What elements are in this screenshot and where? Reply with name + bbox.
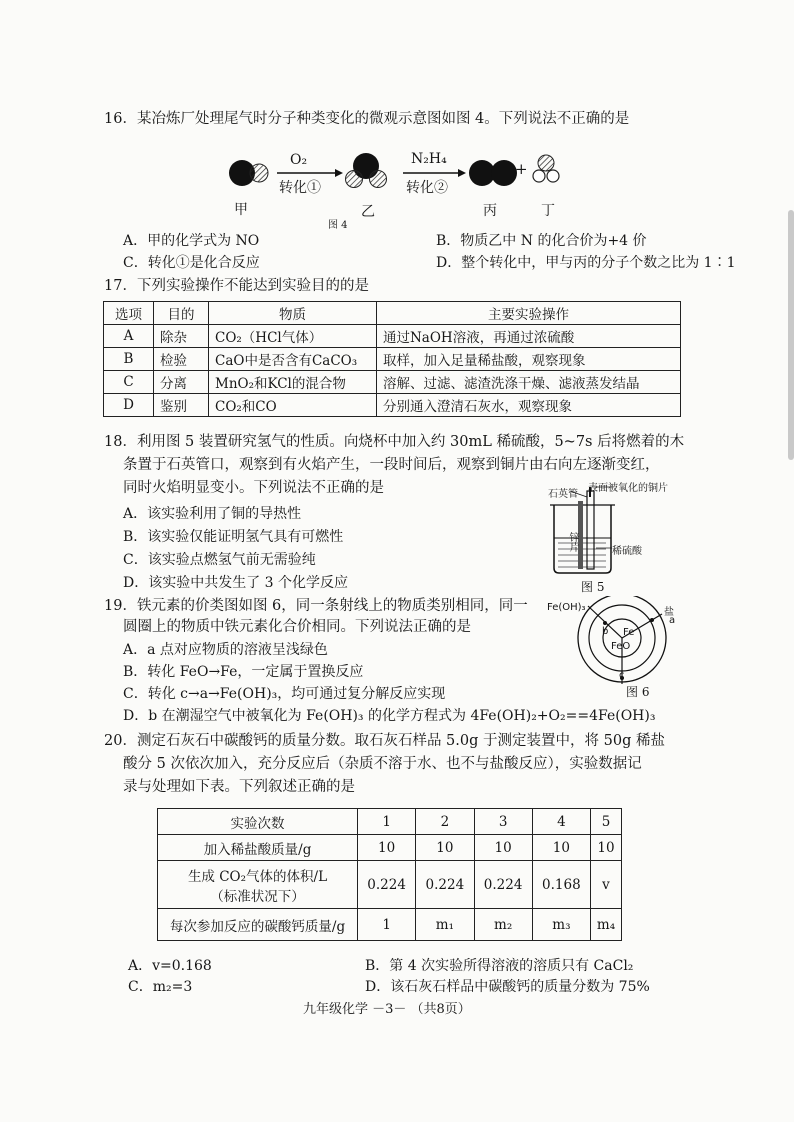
q20-cell: 0.224	[358, 861, 416, 909]
q17-cell: A	[104, 325, 154, 348]
q17-header-cell: 选项	[104, 302, 154, 325]
molecule-ding-icon	[533, 155, 559, 182]
table-row	[104, 348, 681, 371]
q20-cell-volume-header	[158, 861, 358, 909]
q20-cell: 加入稀盐酸质量/g	[158, 835, 358, 861]
fig6-label-feo: FeO	[611, 641, 631, 652]
q17-header-cell: 主要实验操作	[377, 302, 681, 325]
volume-header-line2: （标准状况下）	[210, 888, 305, 905]
q19-stem-line1: 19．铁元素的价类图如图 6，同一条射线上的物质类别相同，同一	[104, 598, 528, 614]
q20-option-d: D．该石灰石样品中碳酸钙的质量分数为 75%	[365, 979, 650, 995]
q20-cell: m₃	[532, 909, 590, 941]
q17-cell: CO₂（HCl气体）	[209, 325, 377, 348]
fig5-label-copper: 表面被氧化的铜片	[588, 483, 668, 494]
q17-cell: 检验	[154, 348, 209, 371]
fig6-label-c: c	[619, 670, 625, 681]
q17-cell: B	[104, 348, 154, 371]
scrollbar[interactable]	[788, 210, 794, 460]
q16-option-b: B．物质乙中 N 的化合价为+4 价	[436, 233, 647, 249]
q20-cell: 2	[416, 809, 474, 835]
q20-cell: 10	[416, 835, 474, 861]
q20-cell: 1	[358, 809, 416, 835]
molecule-yi-icon	[346, 153, 387, 188]
q20-cell: 3	[474, 809, 532, 835]
q17-cell: 溶解、过滤、滤渣洗涤干燥、滤液蒸发结晶	[377, 371, 681, 394]
table-row	[158, 909, 622, 941]
fig4-caption: 图 4	[328, 220, 348, 231]
q20-stem-line3: 录与处理如下表。下列叙述正确的是	[123, 779, 355, 795]
volume-header-line1: 生成 CO₂气体的体积/L	[187, 868, 328, 885]
page-footer: 九年级化学 －3－ （共8页）	[303, 1002, 471, 1017]
q17-header-cell: 物质	[209, 302, 377, 325]
q17-cell: CO₂和CO	[209, 394, 377, 417]
q18-option-d: D．该实验中共发生了 3 个化学反应	[123, 575, 349, 591]
plus-sign: +	[515, 160, 528, 178]
table-row	[158, 861, 622, 909]
fig6-label-a: a	[669, 615, 676, 626]
fig5-label-tube: 石英管	[548, 489, 578, 500]
q20-cell: 10	[532, 835, 590, 861]
fig5-label-zinc: 锌片	[567, 532, 578, 552]
q20-cell: m₁	[416, 909, 474, 941]
molecule-jia-icon	[229, 160, 268, 186]
q20-option-c: C．m₂=3	[128, 979, 193, 995]
table-row	[104, 371, 681, 394]
q17-cell: 取样，加入足量稀盐酸，观察现象	[377, 348, 681, 371]
q17-cell: D	[104, 394, 154, 417]
q20-cell: m₂	[474, 909, 532, 941]
q20-cell: 0.224	[474, 861, 532, 909]
q17-cell: 分离	[154, 371, 209, 394]
fig5-label-acid: 稀硫酸	[612, 546, 642, 557]
q20-cell: 每次参加反应的碳酸钙质量/g	[158, 909, 358, 941]
q20-cell: 5	[591, 809, 622, 835]
fig6-caption: 图 6	[626, 685, 650, 699]
fig6-label-fe: Fe	[623, 627, 635, 638]
q16-molecule-diagram	[215, 145, 575, 220]
q20-cell: 0.224	[416, 861, 474, 909]
q17-stem: 17．下列实验操作不能达到实验目的的是	[104, 278, 369, 294]
q20-cell: 10	[591, 835, 622, 861]
fig6-label-feoh3: Fe(OH)₃	[547, 602, 586, 613]
q17-cell: 分别通入澄清石灰水，观察现象	[377, 394, 681, 417]
q20-cell: 10	[358, 835, 416, 861]
q17-cell: MnO₂和KCl的混合物	[209, 371, 377, 394]
arrow1-reagent: O₂	[290, 152, 308, 168]
label-yi: 乙	[361, 204, 375, 220]
q18-stem-line3: 同时火焰明显变小。下列说法不正确的是	[123, 480, 384, 496]
q20-cell: v	[591, 861, 622, 909]
q16-option-d: D．整个转化中，甲与丙的分子个数之比为 1∶1	[436, 255, 736, 271]
q19-option-c: C．转化 c→a→Fe(OH)₃，均可通过复分解反应实现	[123, 686, 446, 702]
table-row	[158, 835, 622, 861]
q19-stem-line2: 圆圈上的物质中铁元素化合价相同。下列说法正确的是	[123, 619, 471, 635]
table-row	[104, 394, 681, 417]
q19-option-b: B．转化 FeO→Fe，一定属于置换反应	[123, 664, 364, 680]
molecule-bing-icon	[469, 160, 517, 186]
q17-cell: 通过NaOH溶液，再通过浓硫酸	[377, 325, 681, 348]
q20-cell: 实验次数	[158, 809, 358, 835]
q17-table	[103, 301, 681, 417]
q20-stem-line2: 酸分 5 次依次加入，充分反应后（杂质不溶于水、也不与盐酸反应），实验数据记	[123, 756, 642, 772]
q17-cell: C	[104, 371, 154, 394]
q20-cell: 10	[474, 835, 532, 861]
label-ding: 丁	[541, 203, 555, 219]
q16-option-a: A．甲的化学式为 NO	[123, 233, 260, 249]
arrow2-label: 转化②	[406, 180, 448, 196]
q17-header-row	[104, 302, 681, 325]
q20-cell: 1	[358, 909, 416, 941]
q16-option-c: C．转化①是化合反应	[123, 255, 260, 271]
arrow2-reagent: N₂H₄	[411, 151, 447, 167]
q17-cell: CaO中是否含有CaCO₃	[209, 348, 377, 371]
q20-cell: 4	[532, 809, 590, 835]
fig5-caption: 图 5	[581, 580, 605, 594]
label-bing: 丙	[483, 203, 497, 219]
q18-stem-line1: 18．利用图 5 装置研究氢气的性质。向烧杯中加入约 30mL 稀硫酸，5~7s 后将燃着的木	[104, 434, 685, 450]
q17-header-cell: 目的	[154, 302, 209, 325]
label-jia: 甲	[234, 202, 248, 218]
q20-cell: m₄	[591, 909, 622, 941]
q16-stem: 16．某冶炼厂处理尾气时分子种类变化的微观示意图如图 4。下列说法不正确的是	[104, 111, 630, 127]
q20-cell: 0.168	[532, 861, 590, 909]
q18-option-b: B．该实验仅能证明氢气具有可燃性	[123, 529, 344, 545]
q19-option-d: D．b 在潮湿空气中被氧化为 Fe(OH)₃ 的化学方程式为 4Fe(OH)₂+O₂==4Fe(OH)₃	[123, 708, 656, 724]
arrow1-label: 转化①	[279, 180, 321, 196]
table-row	[158, 809, 622, 835]
q20-stem-line1: 20．测定石灰石中碳酸钙的质量分数。取石灰石样品 5.0g 于测定装置中，将 50g 稀盐	[104, 733, 665, 749]
q18-stem-line2: 条置于石英管口，观察到有火焰产生，一段时间后，观察到铜片由右向左逐渐变红，	[123, 457, 660, 473]
q18-option-c: C．该实验点燃氢气前无需验纯	[123, 552, 316, 568]
fig6-label-salt: 盐	[664, 607, 674, 618]
q18-option-a: A．该实验利用了铜的导热性	[123, 506, 302, 522]
q17-cell: 鉴别	[154, 394, 209, 417]
q19-option-a: A．a 点对应物质的溶液呈浅绿色	[123, 642, 328, 658]
q20-table	[157, 808, 622, 941]
q17-cell: 除杂	[154, 325, 209, 348]
table-row	[104, 325, 681, 348]
q20-option-b: B．第 4 次实验所得溶液的溶质只有 CaCl₂	[365, 958, 634, 974]
fig6-label-b: b	[602, 626, 609, 637]
q20-option-a: A．v=0.168	[128, 958, 212, 974]
